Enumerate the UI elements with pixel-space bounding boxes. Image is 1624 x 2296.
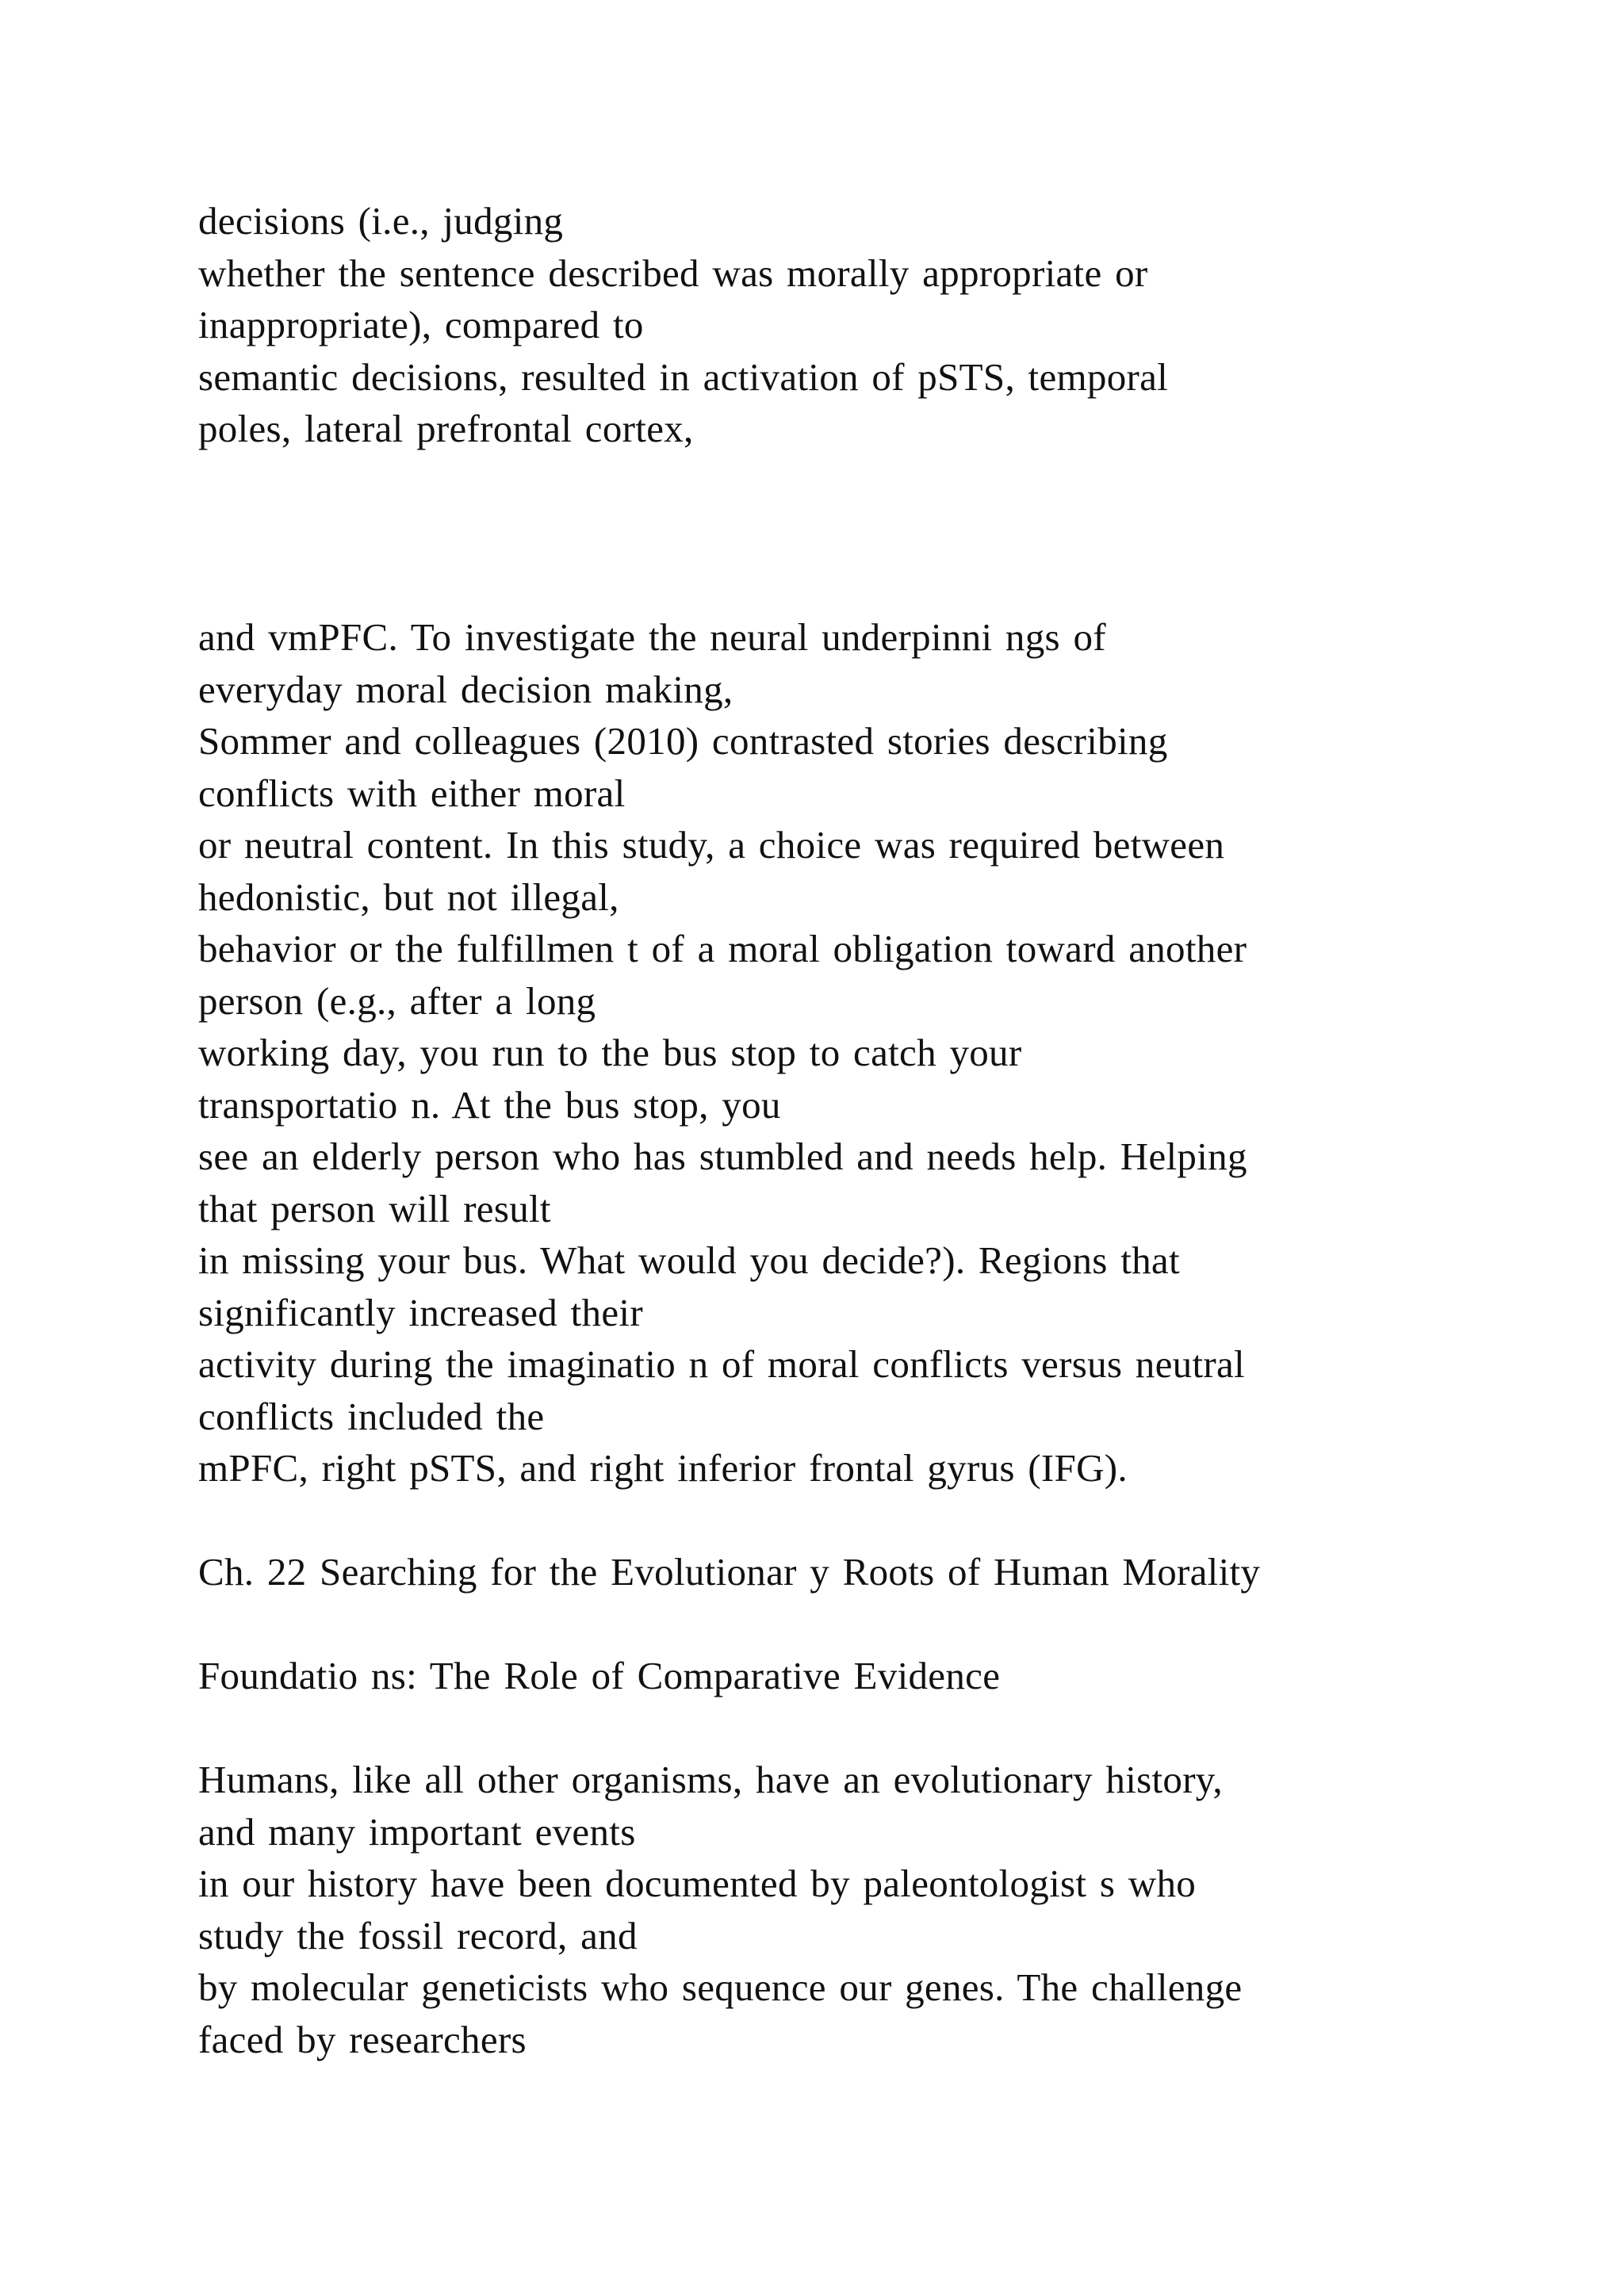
text-line: hedonistic, but not illegal, — [198, 874, 619, 919]
text-block-main — [198, 611, 1483, 2065]
text-line: significantly increased their — [198, 1290, 643, 1334]
text-line: working day, you run to the bus stop to catch your — [198, 1031, 1022, 1074]
text-line: or neutral content. In this study, a choice was required between — [198, 823, 1225, 867]
text-line: poles, lateral prefrontal cortex, — [198, 407, 694, 450]
text-line: and many important events — [198, 1809, 636, 1854]
text-line: and vmPFC. To investigate the neural underpinni ngs of — [198, 615, 1106, 659]
text-line: inappropriate), compared to — [198, 303, 644, 346]
text-line: whether the sentence described was morally appropriate or — [198, 251, 1148, 295]
text-line: activity during the imaginatio n of moral conflicts versus neutral — [198, 1342, 1245, 1386]
text-line: mPFC, right pSTS, and right inferior frontal gyrus (IFG). — [198, 1446, 1128, 1490]
text-line: semantic decisions, resulted in activation of pSTS, temporal — [198, 354, 1169, 399]
text-line: Humans, like all other organisms, have an evolutionary history, — [198, 1758, 1223, 1801]
text-line — [198, 1494, 1483, 1547]
text-line: faced by researchers — [198, 2017, 527, 2061]
text-line: transportatio n. At the bus stop, you — [198, 1082, 781, 1127]
text-line — [198, 1598, 1483, 1651]
text-line: in our history have been documented by paleontologist s who — [198, 1862, 1197, 1905]
text-line: Foundatio ns: The Role of Comparative Evidence — [198, 1654, 1001, 1697]
text-line: conflicts with either moral — [198, 771, 626, 815]
text-line — [198, 1702, 1483, 1755]
text-line: everyday moral decision making, — [198, 667, 733, 711]
text-line: study the fossil record, and — [198, 1913, 638, 1957]
text-line: conflicts included the — [198, 1394, 545, 1438]
text-line: in missing your bus. What would you decide?). Regions that — [198, 1238, 1180, 1282]
text-line: decisions (i.e., judging — [198, 199, 564, 243]
text-line: by molecular geneticists who sequence our genes. The challenge — [198, 1965, 1243, 2009]
text-line: that person will result — [198, 1186, 551, 1230]
text-block-top — [198, 195, 1483, 455]
text-line: person (e.g., after a long — [198, 978, 596, 1023]
text-line: Sommer and colleagues (2010) contrasted stories describing — [198, 719, 1168, 763]
text-line: Ch. 22 Searching for the Evolutionar y Roots of Human Morality — [198, 1550, 1261, 1594]
text-line: behavior or the fulfillmen t of a moral obligation toward another — [198, 927, 1247, 970]
text-line: see an elderly person who has stumbled and needs help. Helping — [198, 1135, 1247, 1178]
